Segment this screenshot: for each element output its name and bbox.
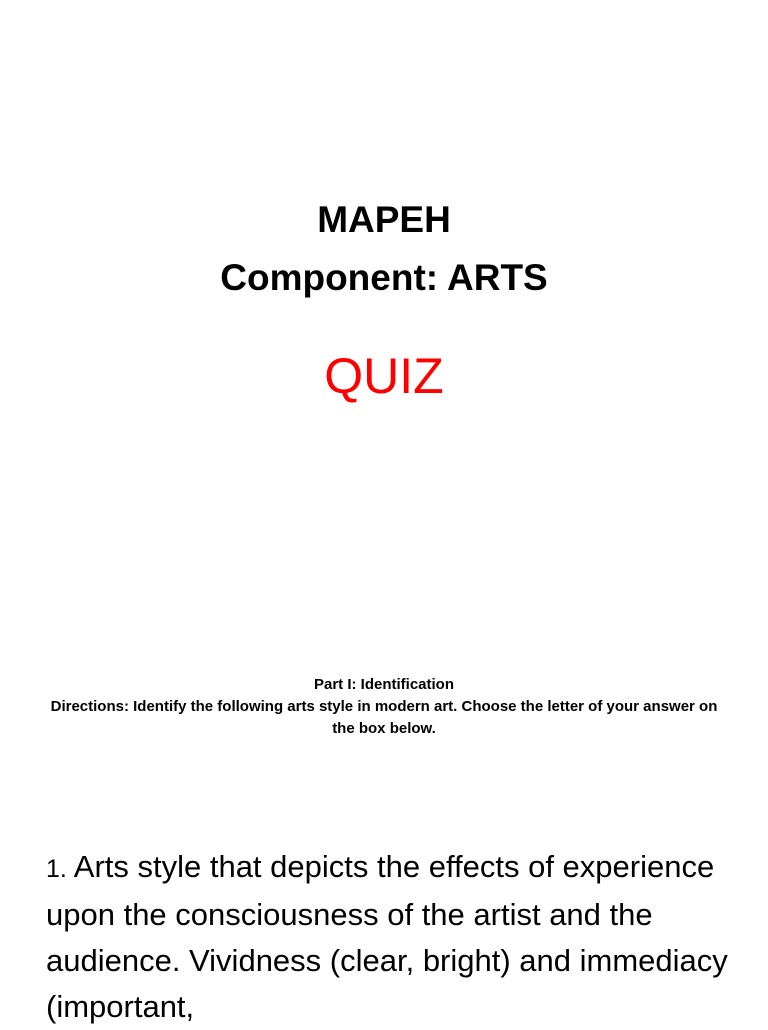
quiz-heading: QUIZ <box>324 348 444 404</box>
title-component: Component: ARTS <box>220 257 548 298</box>
question-number: 1. <box>46 855 67 883</box>
directions-text: Directions: Identify the following arts style in modern art. Choose the letter of your answer on the box below. <box>50 698 718 737</box>
slide-title <box>0 191 768 307</box>
title-subject: MAPEH <box>317 199 451 240</box>
question-1 <box>46 844 736 1030</box>
part-label: Part I: Identification <box>313 676 454 693</box>
question-text: Arts style that depicts the effects of experience upon the consciousness of the artist and the audience. Vividness (clear, bright) and immediacy (important, <box>46 849 728 1024</box>
instructions <box>40 674 728 740</box>
